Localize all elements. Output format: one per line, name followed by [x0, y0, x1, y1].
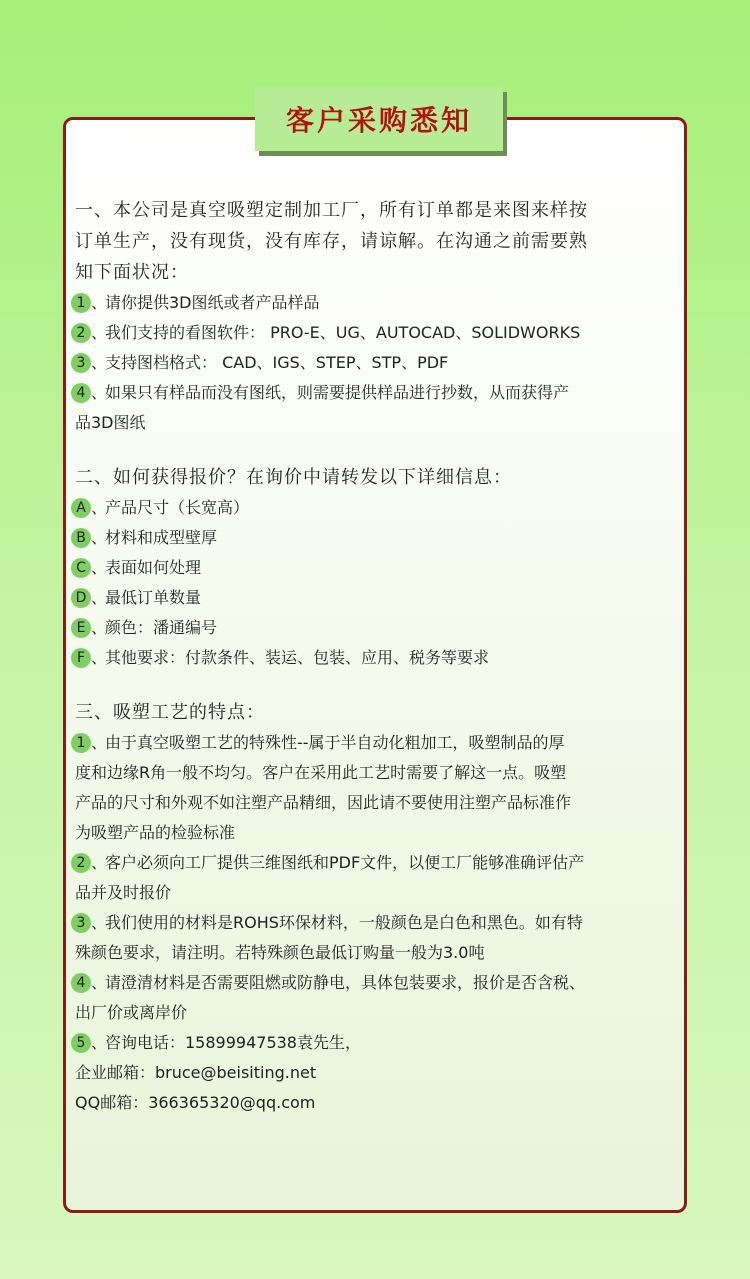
- item-text-line: 其他要求：付款条件、装运、包装、应用、税务等要求: [105, 648, 490, 667]
- item-text-line: 品3D图纸: [75, 413, 146, 432]
- notice-content: [75, 195, 680, 1118]
- section1-heading: [75, 195, 680, 288]
- item-separator: 、: [91, 618, 108, 637]
- qq-line: QQ邮箱：366365320@qq.com: [75, 1093, 316, 1112]
- list-item: [75, 728, 680, 848]
- list-item: [75, 523, 680, 553]
- item-separator: 、: [91, 528, 108, 547]
- item-text-line: 由于真空吸塑工艺的特殊性--属于半自动化粗加工，吸塑制品的厚: [105, 733, 565, 752]
- item-text-line: 客户必须向工厂提供三维图纸和PDF文件，以便工厂能够准确评估产: [105, 853, 585, 872]
- list-item: [75, 643, 680, 673]
- section3-list: [75, 728, 680, 1058]
- item-text-line: 产品的尺寸和外观不如注塑产品精细，因此请不要使用注塑产品标准作: [75, 793, 572, 812]
- item-text-line: 品并及时报价: [75, 883, 172, 902]
- item-text-line: 表面如何处理: [105, 558, 202, 577]
- section2-heading: 二、如何获得报价？在询价中请转发以下详细信息：: [75, 467, 512, 488]
- item-number-badge: 3: [71, 913, 91, 933]
- item-separator: 、: [91, 1033, 108, 1052]
- item-text-line: 请澄清材料是否需要阻燃或防静电，具体包装要求，报价是否含税、: [105, 973, 586, 992]
- title-banner: [255, 87, 503, 151]
- item-number-badge: E: [71, 618, 91, 638]
- list-item: [75, 318, 680, 348]
- item-number-badge: C: [71, 558, 91, 578]
- item-text-line: 为吸塑产品的检验标准: [75, 823, 236, 842]
- item-text-line: 咨询电话：15899947538袁先生，: [105, 1033, 361, 1052]
- list-item: [75, 493, 680, 523]
- item-separator: 、: [91, 648, 108, 667]
- section1-heading-line: 一、本公司是真空吸塑定制加工厂，所有订单都是来图来样按: [75, 200, 588, 221]
- item-number-badge: 5: [71, 1033, 91, 1053]
- section1-heading-line: 知下面状况：: [75, 262, 189, 283]
- item-separator: 、: [91, 498, 108, 517]
- item-text-line: 颜色：潘通编号: [105, 618, 218, 637]
- item-separator: 、: [91, 293, 108, 312]
- item-text-line: 支持图档格式： CAD、IGS、STEP、STP、PDF: [105, 353, 449, 372]
- section1-heading-line: 订单生产，没有现货，没有库存，请谅解。在沟通之前需要熟: [75, 231, 588, 252]
- item-text-line: 产品尺寸（长宽高）: [105, 498, 250, 517]
- item-number-badge: 2: [71, 323, 91, 343]
- item-separator: 、: [91, 383, 108, 402]
- item-text-line: 出厂价或离岸价: [75, 1003, 188, 1022]
- list-item: [75, 553, 680, 583]
- item-number-badge: 1: [71, 293, 91, 313]
- item-text-line: 我们支持的看图软件： PRO-E、UG、AUTOCAD、SOLIDWORKS: [105, 323, 581, 342]
- item-separator: 、: [91, 853, 108, 872]
- item-number-badge: 1: [71, 733, 91, 753]
- item-separator: 、: [91, 588, 108, 607]
- item-number-badge: 2: [71, 853, 91, 873]
- list-item: [75, 968, 680, 1028]
- item-number-badge: 4: [71, 383, 91, 403]
- item-separator: 、: [91, 973, 108, 992]
- item-text-line: 如果只有样品而没有图纸，则需要提供样品进行抄数，从而获得产: [105, 383, 570, 402]
- item-text-line: 请你提供3D图纸或者产品样品: [105, 293, 320, 312]
- page-title: 客户采购悉知: [285, 104, 472, 137]
- item-text-line: 度和边缘R角一般不均匀。客户在采用此工艺时需要了解这一点。吸塑: [75, 763, 567, 782]
- item-number-badge: F: [71, 648, 91, 668]
- item-separator: 、: [91, 733, 108, 752]
- item-separator: 、: [91, 323, 108, 342]
- item-separator: 、: [91, 353, 108, 372]
- item-separator: 、: [91, 558, 108, 577]
- item-text-line: 材料和成型壁厚: [105, 528, 218, 547]
- item-text-line: 我们使用的材料是ROHS环保材料，一般颜色是白色和黑色。如有特: [105, 913, 583, 932]
- list-item: [75, 613, 680, 643]
- list-item: [75, 288, 680, 318]
- item-number-badge: 3: [71, 353, 91, 373]
- item-number-badge: B: [71, 528, 91, 548]
- item-number-badge: 4: [71, 973, 91, 993]
- list-item: [75, 1028, 680, 1058]
- item-number-badge: D: [71, 588, 91, 608]
- item-number-badge: A: [71, 498, 91, 518]
- email-line: 企业邮箱：bruce@beisiting.net: [75, 1063, 317, 1082]
- list-item: [75, 378, 680, 438]
- list-item: [75, 908, 680, 968]
- section3-heading: 三、吸塑工艺的特点：: [75, 702, 265, 723]
- section1-list: [75, 288, 680, 438]
- list-item: [75, 583, 680, 613]
- item-text-line: 殊颜色要求，请注明。若特殊颜色最低订购量一般为3.0吨: [75, 943, 485, 962]
- list-item: [75, 848, 680, 908]
- item-separator: 、: [91, 913, 108, 932]
- section2-list: [75, 493, 680, 673]
- item-text-line: 最低订单数量: [105, 588, 202, 607]
- list-item: [75, 348, 680, 378]
